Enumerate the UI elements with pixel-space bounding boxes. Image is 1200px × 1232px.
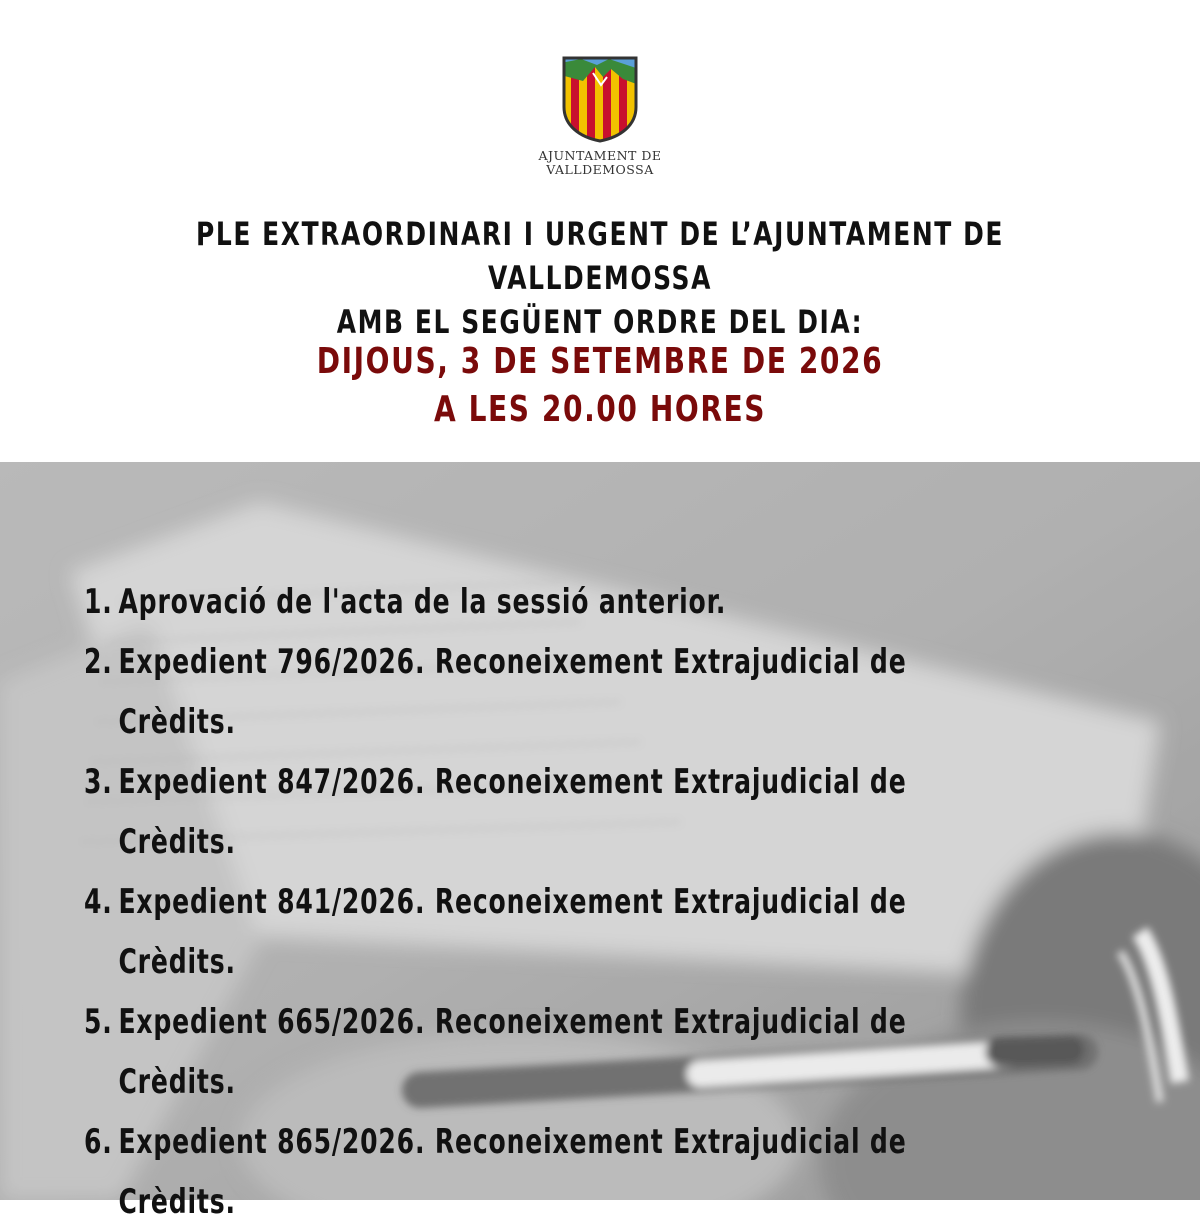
title-line-2: AMB EL SEGÜENT ORDRE DEL DIA: xyxy=(336,303,864,341)
municipal-logo xyxy=(536,55,664,190)
agenda-item-number: 6. xyxy=(84,1122,113,1162)
agenda-item-text: Expedient 665/2026. Reconeixement Extrajudicial de xyxy=(118,1002,907,1042)
agenda-item-number: 5. xyxy=(84,1002,113,1042)
agenda-item xyxy=(84,872,1086,992)
agenda-item xyxy=(84,752,1086,872)
logo-line-1: AJUNTAMENT DE xyxy=(538,148,662,163)
agenda-item-continuation: Crèdits. xyxy=(118,822,236,862)
agenda-item-number: 1. xyxy=(84,582,113,622)
agenda-item-text: Expedient 847/2026. Reconeixement Extrajudicial de xyxy=(118,762,907,802)
agenda-item xyxy=(84,992,1086,1112)
agenda-item xyxy=(84,572,1086,632)
header xyxy=(0,0,1200,462)
date-line-1: DIJOUS, 3 DE SETEMBRE DE 2026 xyxy=(316,341,884,382)
agenda-item-text: Expedient 865/2026. Reconeixement Extrajudicial de xyxy=(118,1122,907,1162)
logo-line-2: VALLDEMOSSA xyxy=(546,162,654,177)
agenda-item xyxy=(84,1112,1086,1232)
agenda-item-number: 3. xyxy=(84,762,113,802)
title-line-1: PLE EXTRAORDINARI I URGENT DE L’AJUNTAMENT DE VALLDEMOSSA xyxy=(196,215,1004,297)
agenda-item-text: Aprovació de l'acta de la sessió anterior. xyxy=(118,582,727,622)
agenda-item-continuation: Crèdits. xyxy=(118,1062,236,1102)
agenda-item-text: Expedient 841/2026. Reconeixement Extrajudicial de xyxy=(118,882,907,922)
agenda-item-continuation: Crèdits. xyxy=(118,1182,236,1222)
agenda-item-continuation: Crèdits. xyxy=(118,702,236,742)
meeting-date xyxy=(132,338,1068,434)
logo-caption xyxy=(536,149,664,177)
coat-of-arms-icon xyxy=(561,55,639,143)
agenda-item-text: Expedient 796/2026. Reconeixement Extrajudicial de xyxy=(118,642,907,682)
date-line-2: A LES 20.00 HORES xyxy=(433,389,767,430)
agenda-item-number: 2. xyxy=(84,642,113,682)
agenda-item-number: 4. xyxy=(84,882,113,922)
page-title xyxy=(132,212,1068,344)
agenda-list xyxy=(84,572,1094,1232)
agenda-item-continuation: Crèdits. xyxy=(118,942,236,982)
agenda-item xyxy=(84,632,1086,752)
